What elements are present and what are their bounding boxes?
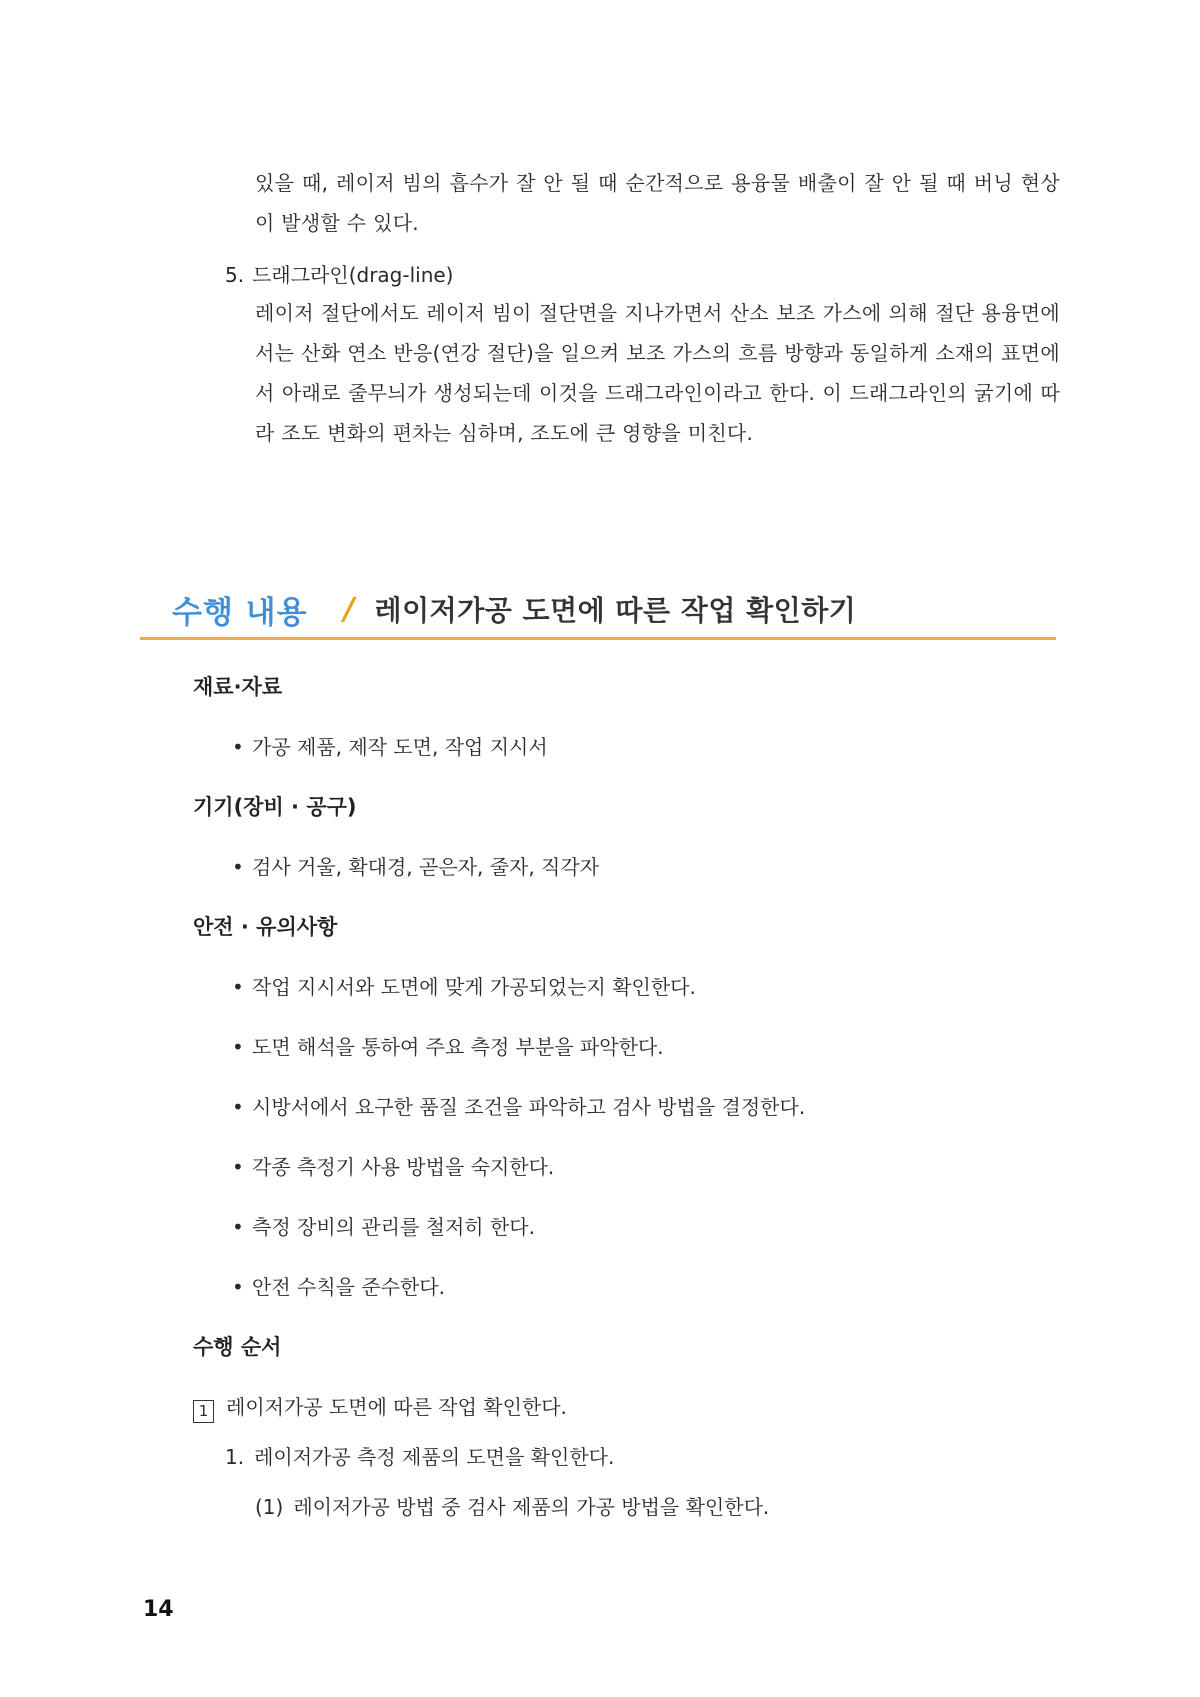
bullet-icon: • [232, 855, 244, 879]
safety-heading: 안전 · 유의사항 [193, 915, 338, 939]
procedure-substep-1: 1. 레이저가공 측정 제품의 도면을 확인한다. [225, 1445, 615, 1469]
safety-item: • 측정 장비의 관리를 철저히 한다. [232, 1212, 535, 1242]
section-slash: / [343, 591, 355, 627]
procedure-subsubstep-1: (1) 레이저가공 방법 중 검사 제품의 가공 방법을 확인한다. [255, 1495, 770, 1519]
item-5-body: 레이저 절단에서도 레이저 빔이 절단면을 지나가면서 산소 보조 가스에 의해 절단 용융면에서는 산화 연소 반응(연강 절단)을 일으켜 보조 가스의 흐름 방향과 동일하게 소재의 표면에서 아래로 줄무늬가 생성되는데 이것을 드래그라인이라고 한다. 이 드래그라인의 굵기에 따라 조도 변화의 편차는 심하며, 조도에 큰 영향을 미친다. [255, 301, 1060, 445]
item-5-heading [225, 255, 453, 295]
boxed-number-icon: 1 [193, 1400, 214, 1423]
safety-item: • 도면 해석을 통하여 주요 측정 부분을 파악한다. [232, 1032, 664, 1062]
materials-item: • 가공 제품, 제작 도면, 작업 지시서 [232, 732, 548, 762]
bullet-icon: • [232, 735, 244, 759]
bullet-icon: • [232, 1215, 244, 1239]
equipment-heading: 기기(장비 · 공구) [193, 795, 357, 819]
bullet-icon: • [232, 975, 244, 999]
continuation-paragraph: 있을 때, 레이저 빔의 흡수가 잘 안 될 때 순간적으로 용융물 배출이 잘 안 될 때 버닝 현상이 발생할 수 있다. [255, 171, 1060, 235]
safety-item: • 각종 측정기 사용 방법을 숙지한다. [232, 1152, 554, 1182]
procedure-step-1: 1 레이저가공 도면에 따른 작업 확인한다. [193, 1392, 567, 1423]
section-subtitle: 레이저가공 도면에 따른 작업 확인하기 [374, 594, 857, 627]
item-5-title: 드래그라인(drag-line) [252, 263, 454, 287]
materials-heading: 재료·자료 [193, 675, 283, 699]
bullet-icon: • [232, 1155, 244, 1179]
bullet-icon: • [232, 1275, 244, 1299]
section-banner [172, 585, 856, 633]
safety-item: • 안전 수칙을 준수한다. [232, 1272, 445, 1302]
safety-item: • 시방서에서 요구한 품질 조건을 파악하고 검사 방법을 결정한다. [232, 1092, 805, 1122]
bullet-icon: • [232, 1035, 244, 1059]
section-label: 수행 내용 [172, 594, 308, 631]
item-5-number: 5. [225, 263, 245, 287]
bullet-icon: • [232, 1095, 244, 1119]
section-divider [140, 637, 1056, 640]
equipment-item: • 검사 거울, 확대경, 곧은자, 줄자, 직각자 [232, 852, 599, 882]
safety-item: • 작업 지시서와 도면에 맞게 가공되었는지 확인한다. [232, 972, 696, 1002]
page-number: 14 [143, 1597, 174, 1622]
procedure-heading: 수행 순서 [193, 1335, 282, 1359]
